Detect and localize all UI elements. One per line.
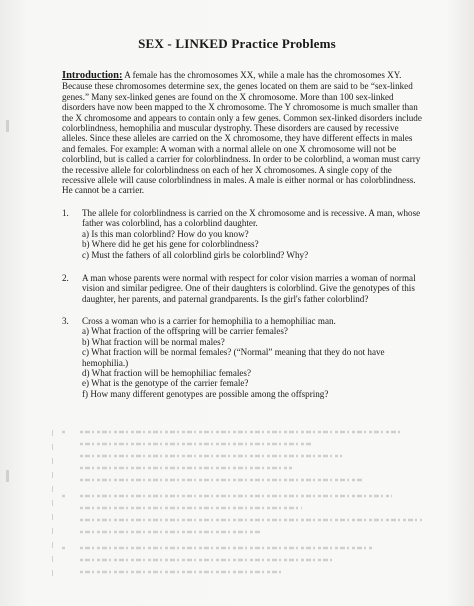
question-part: a) Is this man colorblind? How do you know?	[82, 228, 249, 239]
question-number: 2.	[62, 273, 69, 283]
question-part: f) How many different genotypes are possible among the offspring?	[82, 388, 329, 399]
scan-mark	[6, 120, 9, 132]
question-3	[62, 316, 424, 399]
question-number: 3.	[62, 316, 69, 326]
question-text: Cross a woman who is a carrier for hemophilia to a hemophiliac man.	[82, 316, 336, 326]
question-part: c) Must the fathers of all colorblind girls be colorblind? Why?	[82, 249, 309, 260]
question-text: A man whose parents were normal with respect for color vision marries a woman of normal vision and similar pedigree. One of their daughters is colorblind. Give the genotypes of this daughter, her parents, and paternal grandparents. Is the girl's father colorblind?	[82, 273, 416, 304]
question-part: b) What fraction will be normal males?	[82, 336, 225, 347]
question-1	[62, 208, 424, 260]
page-title: SEX - LINKED Practice Problems	[138, 36, 336, 51]
introduction-paragraph	[62, 70, 424, 196]
scan-mark	[6, 470, 9, 482]
question-part: a) What fraction of the offspring will be carrier females?	[82, 326, 288, 337]
introduction-text: A female has the chromosomes XX, while a male has the chromosomes XY. Because these chromosomes determine sex, the genes located on them are said to be “sex-linked genes.” Many sex-linked genes are found on the X chromosome. More than 100 sex-linked disorders have now been mapped to the X chromosome. The Y chromosome is much smaller than the X chromosome and appears to contain only a few genes. Common sex-linked disorders include colorblindness, hemophilia and muscular dystrophy. These disorders are caused by recessive alleles. Since these alleles are carried on the X chromosome, they have different effects in males and females. For example: A woman with a normal allele on one X chromosome will not be colorblind, but is called a carrier for colorblindness. In order to be colorblind, a woman must carry the recessive allele for colorblindness on each of her X chromosomes. A single copy of the recessive allele will cause colorblindness in males. A male is either normal or has colorblindness. He cannot be a carrier.	[62, 70, 422, 196]
question-number: 1.	[62, 208, 69, 218]
bleed-through-rule	[52, 430, 53, 580]
question-part: b) Where did he get his gene for colorblindness?	[82, 239, 259, 250]
question-2	[62, 273, 424, 304]
question-text: The allele for colorblindness is carried on the X chromosome and is recessive. A man, whose father was colorblind, has a colorblind daughter.	[82, 208, 421, 229]
question-part: d) What fraction will be hemophiliac females?	[82, 368, 252, 379]
bleed-through-text	[62, 424, 432, 584]
question-part: c) What fraction will be normal females? (“Normal” meaning that they do not have hemophilia.)	[82, 347, 385, 368]
question-part: e) What is the genotype of the carrier female?	[82, 378, 249, 389]
introduction-heading: Introduction:	[62, 70, 123, 81]
